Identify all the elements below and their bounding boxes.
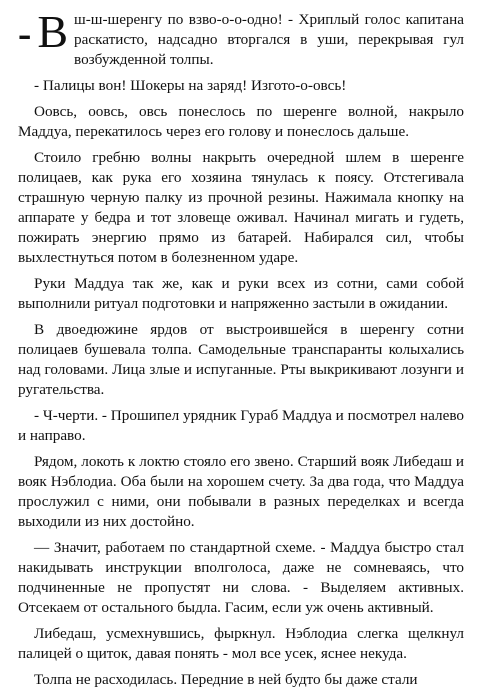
- drop-cap-dash: -: [18, 11, 32, 56]
- paragraph: Толпа не расходилась. Передние в ней будто бы даже стали: [34, 671, 418, 688]
- paragraph: Рядом, локоть к локтю стояло его звено. Старший вояк Либедаш и вояк Нэблодиа. Оба были на хорошем счету. За два года, что Маддуа прослужил с ними, они побывали в разных переделках и всегда выходили из них достойно.: [18, 453, 464, 530]
- opening-paragraph-text: ш-ш-шеренгу по взво-о-о-одно! - Хриплый голос капитана раскатисто, надсадно вторгался в уши, перекрывая гул возбужденной толпы.: [74, 11, 464, 68]
- paragraph: Оовсь, оовсь, овсь понеслось по шеренге волной, накрыло Маддуа, перекатилось через его голову и понеслось дальше.: [18, 103, 464, 140]
- paragraph: - Палицы вон! Шокеры на заряд! Изгото-о-овсь!: [34, 77, 347, 94]
- paragraph-opening: [18, 6, 464, 70]
- paragraph: В двоедюжине ярдов от выстроившейся в шеренгу сотни полицаев бушевала толпа. Самодельные транспаранты колыхались над головами. Лица злые и испуганные. Рты выкрикивают лозунги и ругательства.: [18, 321, 464, 398]
- book-page: [18, 6, 464, 688]
- paragraph: Либедаш, усмехнувшись, фыркнул. Нэблодиа слегка щелкнул палицей о щиток, давая понять - мол все усек, яснее некуда.: [18, 625, 464, 662]
- paragraph: - Ч-черти. - Прошипел урядник Гураб Маддуа и посмотрел налево и направо.: [18, 407, 464, 444]
- drop-cap: [18, 6, 69, 57]
- drop-cap-letter: В: [37, 6, 69, 57]
- paragraph: — Значит, работаем по стандартной схеме. - Маддуа быстро стал накидывать инструкции вполголоса, даже не сомневаясь, что подчиненные не пропустят ни слова. - Выделяем активных. Отсекаем от остального быдла. Гасим, если уж очень активный.: [18, 539, 464, 616]
- paragraph: Стоило гребню волны накрыть очередной шлем в шеренге полицаев, как рука его хозяина тянулась к поясу. Отстегивала страшную черную палку из прочной резины. Нажимала кнопку на аппарате у бедра и тот зловеще оживал. Начинал мигать и гудеть, пожирать энергию прямо из батарей. Набирался сил, чтобы выхлестнуться потом в болезненном ударе.: [18, 149, 464, 266]
- paragraph: Руки Маддуа так же, как и руки всех из сотни, сами собой выполнили ритуал подготовки и напряженно застыли в ожидании.: [18, 275, 464, 312]
